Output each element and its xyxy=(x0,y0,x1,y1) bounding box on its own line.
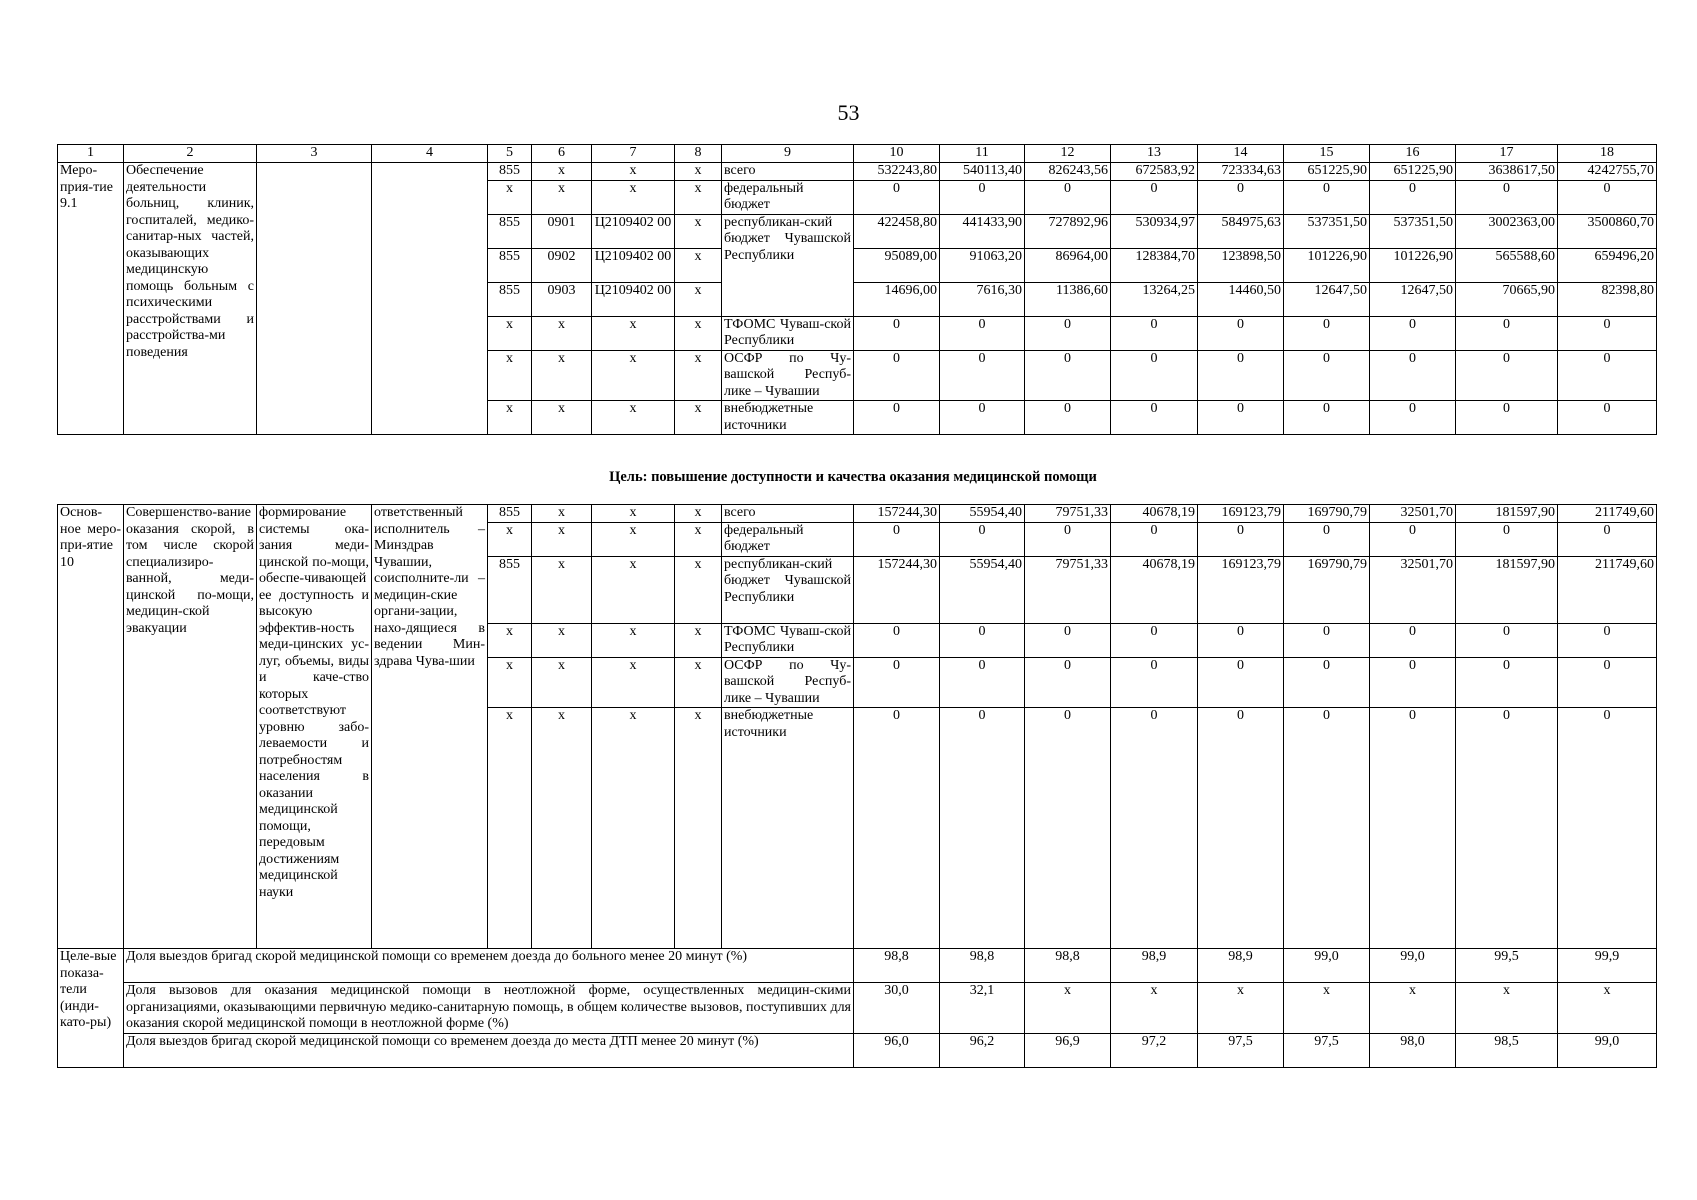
vr-cell: х xyxy=(675,350,722,401)
funding-source-cell: ТФОМС Чуваш-ской Республики xyxy=(722,623,854,657)
value-cell: 0 xyxy=(1025,708,1111,949)
col-header: 18 xyxy=(1558,145,1657,163)
indicator-value-cell: 98,8 xyxy=(1025,949,1111,983)
indicator-value-cell: 97,5 xyxy=(1284,1033,1370,1067)
vr-cell: х xyxy=(675,708,722,949)
value-cell: 0 xyxy=(1456,180,1558,214)
vr-cell: х xyxy=(675,556,722,623)
rzpr-cell: 0903 xyxy=(532,282,592,316)
grbs-cell: 855 xyxy=(488,248,532,282)
value-cell: 0 xyxy=(940,708,1025,949)
value-cell: 0 xyxy=(1111,316,1198,350)
value-cell: 0 xyxy=(854,708,940,949)
grbs-cell: 855 xyxy=(488,505,532,523)
value-cell: 0 xyxy=(1198,316,1284,350)
value-cell: 0 xyxy=(1456,522,1558,556)
value-cell: 0 xyxy=(1111,350,1198,401)
value-cell: 0 xyxy=(1025,350,1111,401)
funding-source-cell: ТФОМС Чуваш-ской Республики xyxy=(722,316,854,350)
expected-result-cell: формирование системы ока-зания меди-цинской по-мощи, обеспе-чивающей ее доступность и высокую эффектив-ность меди-цинских ус-луг, объемы, виды и каче-ство которых соответствуют уровню забо-леваемости и потребностям населения в оказании медицинской помощи, передовым достижениям медицинской науки xyxy=(257,505,372,949)
value-cell: 169790,79 xyxy=(1284,556,1370,623)
executor-cell xyxy=(372,163,488,435)
csr-cell: Ц2109402 00 xyxy=(592,282,675,316)
col-header: 9 xyxy=(722,145,854,163)
rzpr-cell: х xyxy=(532,522,592,556)
value-cell: 86964,00 xyxy=(1025,248,1111,282)
value-cell: 0 xyxy=(1284,350,1370,401)
col-header: 8 xyxy=(675,145,722,163)
value-cell: 11386,60 xyxy=(1025,282,1111,316)
funding-source-cell: федеральный бюджет xyxy=(722,180,854,214)
value-cell: 0 xyxy=(1370,522,1456,556)
vr-cell: х xyxy=(675,282,722,316)
vr-cell: х xyxy=(675,657,722,708)
value-cell: 537351,50 xyxy=(1284,214,1370,248)
table-measure-9-1 xyxy=(57,144,1657,435)
value-cell: 0 xyxy=(854,522,940,556)
value-cell: 14460,50 xyxy=(1198,282,1284,316)
indicator-value-cell: 97,5 xyxy=(1198,1033,1284,1067)
col-header: 7 xyxy=(592,145,675,163)
vr-cell: х xyxy=(675,505,722,523)
value-cell: 727892,96 xyxy=(1025,214,1111,248)
col-header: 14 xyxy=(1198,145,1284,163)
vr-cell: х xyxy=(675,401,722,435)
value-cell: 0 xyxy=(854,657,940,708)
grbs-cell: х xyxy=(488,522,532,556)
indicator-value-cell: х xyxy=(1111,983,1198,1034)
value-cell: 0 xyxy=(940,401,1025,435)
indicator-value-cell: 98,9 xyxy=(1111,949,1198,983)
value-cell: 0 xyxy=(940,657,1025,708)
grbs-cell: х xyxy=(488,401,532,435)
col-header: 12 xyxy=(1025,145,1111,163)
col-header: 15 xyxy=(1284,145,1370,163)
value-cell: 95089,00 xyxy=(854,248,940,282)
rzpr-cell: х xyxy=(532,556,592,623)
value-cell: 0 xyxy=(1558,657,1657,708)
value-cell: 169123,79 xyxy=(1198,505,1284,523)
value-cell: 0 xyxy=(1284,316,1370,350)
indicator-value-cell: 99,0 xyxy=(1370,949,1456,983)
page-number: 53 xyxy=(837,100,860,125)
funding-source-cell: республикан-ский бюджет Чувашской Республики xyxy=(722,214,854,316)
value-cell: 0 xyxy=(1558,316,1657,350)
indicator-name-cell: Доля выездов бригад скорой медицинской помощи со временем доезда до больного менее 20 минут (%) xyxy=(124,949,854,983)
rzpr-cell: х xyxy=(532,623,592,657)
col-header: 11 xyxy=(940,145,1025,163)
value-cell: 0 xyxy=(1111,623,1198,657)
value-cell: 3638617,50 xyxy=(1456,163,1558,181)
indicator-value-cell: х xyxy=(1558,983,1657,1034)
csr-cell: х xyxy=(592,708,675,949)
value-cell: 101226,90 xyxy=(1284,248,1370,282)
value-cell: 7616,30 xyxy=(940,282,1025,316)
measure-name-cell: Совершенство-вание оказания скорой, в том числе скорой специализиро-ванной, меди-цинской по-мощи, медицин-ской эвакуации xyxy=(124,505,257,949)
value-cell: 4242755,70 xyxy=(1558,163,1657,181)
value-cell: 651225,90 xyxy=(1370,163,1456,181)
indicator-value-cell: 98,0 xyxy=(1370,1033,1456,1067)
value-cell: 3500860,70 xyxy=(1558,214,1657,248)
indicator-value-cell: 98,8 xyxy=(854,949,940,983)
csr-cell: х xyxy=(592,657,675,708)
value-cell: 0 xyxy=(1284,623,1370,657)
rzpr-cell: х xyxy=(532,350,592,401)
value-cell: 0 xyxy=(854,180,940,214)
value-cell: 0 xyxy=(1284,180,1370,214)
col-header: 16 xyxy=(1370,145,1456,163)
indicator-name-cell: Доля выездов бригад скорой медицинской помощи со временем доезда до места ДТП менее 20 минут (%) xyxy=(124,1033,854,1067)
vr-cell: х xyxy=(675,214,722,248)
value-cell: 0 xyxy=(1111,401,1198,435)
csr-cell: х xyxy=(592,505,675,523)
csr-cell: х xyxy=(592,350,675,401)
value-cell: 0 xyxy=(1284,657,1370,708)
value-cell: 101226,90 xyxy=(1370,248,1456,282)
value-cell: 181597,90 xyxy=(1456,556,1558,623)
vr-cell: х xyxy=(675,316,722,350)
funding-source-cell: внебюджетные источники xyxy=(722,401,854,435)
col-header: 6 xyxy=(532,145,592,163)
value-cell: 0 xyxy=(1370,657,1456,708)
value-cell: 0 xyxy=(940,350,1025,401)
indicator-value-cell: 99,0 xyxy=(1284,949,1370,983)
measure-id-cell: Основ-ное меро-при-ятие 10 xyxy=(58,505,124,949)
col-header: 4 xyxy=(372,145,488,163)
indicator-value-cell: 99,0 xyxy=(1558,1033,1657,1067)
rzpr-cell: х xyxy=(532,708,592,949)
value-cell: 40678,19 xyxy=(1111,505,1198,523)
value-cell: 79751,33 xyxy=(1025,556,1111,623)
indicator-name-cell: Доля вызовов для оказания медицинской помощи в неотложной форме, осуществленных медицин-скими организациями, оказывающими первичную медико-санитарную помощь, в общем количестве вызовов, поступивших для оказания скорой медицинской помощи в неотложной форме (%) xyxy=(124,983,854,1034)
value-cell: 0 xyxy=(1025,401,1111,435)
value-cell: 0 xyxy=(1370,350,1456,401)
value-cell: 0 xyxy=(1198,180,1284,214)
funding-source-cell: внебюджетные источники xyxy=(722,708,854,949)
indicator-value-cell: 96,2 xyxy=(940,1033,1025,1067)
value-cell: 537351,50 xyxy=(1370,214,1456,248)
value-cell: 672583,92 xyxy=(1111,163,1198,181)
funding-source-cell: всего xyxy=(722,163,854,181)
value-cell: 0 xyxy=(854,401,940,435)
value-cell: 0 xyxy=(1456,623,1558,657)
value-cell: 32501,70 xyxy=(1370,505,1456,523)
col-header: 3 xyxy=(257,145,372,163)
value-cell: 0 xyxy=(1284,522,1370,556)
value-cell: 651225,90 xyxy=(1284,163,1370,181)
value-cell: 0 xyxy=(1456,350,1558,401)
value-cell: 0 xyxy=(1025,623,1111,657)
value-cell: 157244,30 xyxy=(854,505,940,523)
value-cell: 530934,97 xyxy=(1111,214,1198,248)
value-cell: 0 xyxy=(1558,708,1657,949)
grbs-cell: х xyxy=(488,316,532,350)
value-cell: 79751,33 xyxy=(1025,505,1111,523)
rzpr-cell: х xyxy=(532,657,592,708)
value-cell: 211749,60 xyxy=(1558,556,1657,623)
value-cell: 565588,60 xyxy=(1456,248,1558,282)
value-cell: 211749,60 xyxy=(1558,505,1657,523)
column-number-row xyxy=(58,145,1657,163)
indicator-value-cell: х xyxy=(1284,983,1370,1034)
value-cell: 0 xyxy=(854,316,940,350)
value-cell: 0 xyxy=(1370,623,1456,657)
funding-source-cell: республикан-ский бюджет Чувашской Республики xyxy=(722,556,854,623)
table-row xyxy=(58,505,1657,523)
value-cell: 91063,20 xyxy=(940,248,1025,282)
vr-cell: х xyxy=(675,623,722,657)
value-cell: 0 xyxy=(1111,522,1198,556)
value-cell: 441433,90 xyxy=(940,214,1025,248)
value-cell: 0 xyxy=(1111,180,1198,214)
indicator-value-cell: 99,5 xyxy=(1456,949,1558,983)
indicator-value-cell: 99,9 xyxy=(1558,949,1657,983)
csr-cell: Ц2109402 00 xyxy=(592,214,675,248)
value-cell: 0 xyxy=(1558,401,1657,435)
value-cell: 0 xyxy=(1456,657,1558,708)
indicator-value-cell: 98,9 xyxy=(1198,949,1284,983)
grbs-cell: х xyxy=(488,623,532,657)
funding-source-cell: ОСФР по Чу-вашской Респуб-лике – Чувашии xyxy=(722,350,854,401)
value-cell: 40678,19 xyxy=(1111,556,1198,623)
measure-name-cell: Обеспечение деятельности больниц, клиник, госпиталей, медико-санитар-ных частей, оказывающих медицинскую помощь больным с психическими расстройствами и расстройства-ми поведения xyxy=(124,163,257,435)
rzpr-cell: 0901 xyxy=(532,214,592,248)
indicator-value-cell: 96,0 xyxy=(854,1033,940,1067)
value-cell: 0 xyxy=(1198,522,1284,556)
funding-source-cell: федеральный бюджет xyxy=(722,522,854,556)
grbs-cell: 855 xyxy=(488,214,532,248)
value-cell: 0 xyxy=(1284,401,1370,435)
csr-cell: х xyxy=(592,522,675,556)
goal-heading: Цель: повышение доступности и качества оказания медицинской помощи xyxy=(609,469,1097,485)
value-cell: 0 xyxy=(1370,401,1456,435)
value-cell: 0 xyxy=(1558,623,1657,657)
rzpr-cell: х xyxy=(532,505,592,523)
value-cell: 0 xyxy=(1370,708,1456,949)
indicator-value-cell: х xyxy=(1198,983,1284,1034)
vr-cell: х xyxy=(675,163,722,181)
csr-cell: х xyxy=(592,316,675,350)
value-cell: 0 xyxy=(940,316,1025,350)
value-cell: 32501,70 xyxy=(1370,556,1456,623)
value-cell: 659496,20 xyxy=(1558,248,1657,282)
value-cell: 169123,79 xyxy=(1198,556,1284,623)
grbs-cell: х xyxy=(488,657,532,708)
value-cell: 169790,79 xyxy=(1284,505,1370,523)
vr-cell: х xyxy=(675,180,722,214)
csr-cell: х xyxy=(592,556,675,623)
value-cell: 0 xyxy=(1198,401,1284,435)
indicator-value-cell: х xyxy=(1370,983,1456,1034)
csr-cell: х xyxy=(592,180,675,214)
rzpr-cell: 0902 xyxy=(532,248,592,282)
col-header: 1 xyxy=(58,145,124,163)
col-header: 10 xyxy=(854,145,940,163)
executor-cell: ответственный исполнитель – Минздрав Чувашии, соисполните-ли – медицин-ские органи-зации, нахо-дящиеся в ведении Мин-здрава Чува-шии xyxy=(372,505,488,949)
value-cell: 0 xyxy=(1198,657,1284,708)
value-cell: 123898,50 xyxy=(1198,248,1284,282)
value-cell: 422458,80 xyxy=(854,214,940,248)
value-cell: 0 xyxy=(1558,180,1657,214)
value-cell: 0 xyxy=(1111,708,1198,949)
grbs-cell: 855 xyxy=(488,556,532,623)
value-cell: 532243,80 xyxy=(854,163,940,181)
grbs-cell: 855 xyxy=(488,163,532,181)
value-cell: 0 xyxy=(854,350,940,401)
value-cell: 584975,63 xyxy=(1198,214,1284,248)
value-cell: 12647,50 xyxy=(1370,282,1456,316)
value-cell: 70665,90 xyxy=(1456,282,1558,316)
rzpr-cell: х xyxy=(532,180,592,214)
grbs-cell: 855 xyxy=(488,282,532,316)
indicator-value-cell: х xyxy=(1025,983,1111,1034)
grbs-cell: х xyxy=(488,708,532,949)
value-cell: 0 xyxy=(1111,657,1198,708)
value-cell: 0 xyxy=(1198,623,1284,657)
funding-source-cell: ОСФР по Чу-вашской Респуб-лике – Чувашии xyxy=(722,657,854,708)
value-cell: 0 xyxy=(1198,708,1284,949)
value-cell: 0 xyxy=(1456,708,1558,949)
vr-cell: х xyxy=(675,248,722,282)
value-cell: 128384,70 xyxy=(1111,248,1198,282)
value-cell: 540113,40 xyxy=(940,163,1025,181)
value-cell: 0 xyxy=(1025,180,1111,214)
indicator-value-cell: 97,2 xyxy=(1111,1033,1198,1067)
value-cell: 0 xyxy=(1558,522,1657,556)
table-row xyxy=(58,163,1657,181)
value-cell: 55954,40 xyxy=(940,505,1025,523)
indicator-value-cell: 98,5 xyxy=(1456,1033,1558,1067)
value-cell: 826243,56 xyxy=(1025,163,1111,181)
value-cell: 0 xyxy=(940,522,1025,556)
col-header: 13 xyxy=(1111,145,1198,163)
value-cell: 55954,40 xyxy=(940,556,1025,623)
funding-source-cell: всего xyxy=(722,505,854,523)
col-header: 5 xyxy=(488,145,532,163)
value-cell: 12647,50 xyxy=(1284,282,1370,316)
value-cell: 14696,00 xyxy=(854,282,940,316)
measure-id-cell: Меро-прия-тие 9.1 xyxy=(58,163,124,435)
indicator-value-cell: 98,8 xyxy=(940,949,1025,983)
value-cell: 0 xyxy=(1558,350,1657,401)
indicators-label-cell: Целе-вые показа-тели (инди-като-ры) xyxy=(58,949,124,1068)
csr-cell: Ц2109402 00 xyxy=(592,248,675,282)
grbs-cell: х xyxy=(488,350,532,401)
csr-cell: х xyxy=(592,623,675,657)
rzpr-cell: х xyxy=(532,401,592,435)
value-cell: 0 xyxy=(1456,401,1558,435)
value-cell: 0 xyxy=(854,623,940,657)
csr-cell: х xyxy=(592,163,675,181)
vr-cell: х xyxy=(675,522,722,556)
value-cell: 723334,63 xyxy=(1198,163,1284,181)
indicator-value-cell: х xyxy=(1456,983,1558,1034)
value-cell: 13264,25 xyxy=(1111,282,1198,316)
value-cell: 0 xyxy=(1025,316,1111,350)
value-cell: 0 xyxy=(1456,316,1558,350)
rzpr-cell: х xyxy=(532,316,592,350)
value-cell: 0 xyxy=(1284,708,1370,949)
value-cell: 0 xyxy=(1370,180,1456,214)
value-cell: 3002363,00 xyxy=(1456,214,1558,248)
indicator-value-cell: 32,1 xyxy=(940,983,1025,1034)
value-cell: 0 xyxy=(1370,316,1456,350)
rzpr-cell: х xyxy=(532,163,592,181)
grbs-cell: х xyxy=(488,180,532,214)
value-cell: 157244,30 xyxy=(854,556,940,623)
value-cell: 0 xyxy=(1198,350,1284,401)
table-main-measure-10 xyxy=(57,504,1657,1068)
value-cell: 0 xyxy=(940,623,1025,657)
value-cell: 0 xyxy=(940,180,1025,214)
indicator-row xyxy=(58,983,1657,1034)
value-cell: 0 xyxy=(1025,657,1111,708)
value-cell: 181597,90 xyxy=(1456,505,1558,523)
indicator-value-cell: 96,9 xyxy=(1025,1033,1111,1067)
value-cell: 82398,80 xyxy=(1558,282,1657,316)
indicator-row xyxy=(58,949,1657,983)
col-header: 17 xyxy=(1456,145,1558,163)
csr-cell: х xyxy=(592,401,675,435)
value-cell: 0 xyxy=(1025,522,1111,556)
indicator-value-cell: 30,0 xyxy=(854,983,940,1034)
col-header: 2 xyxy=(124,145,257,163)
goal-cell xyxy=(257,163,372,435)
indicator-row xyxy=(58,1033,1657,1067)
